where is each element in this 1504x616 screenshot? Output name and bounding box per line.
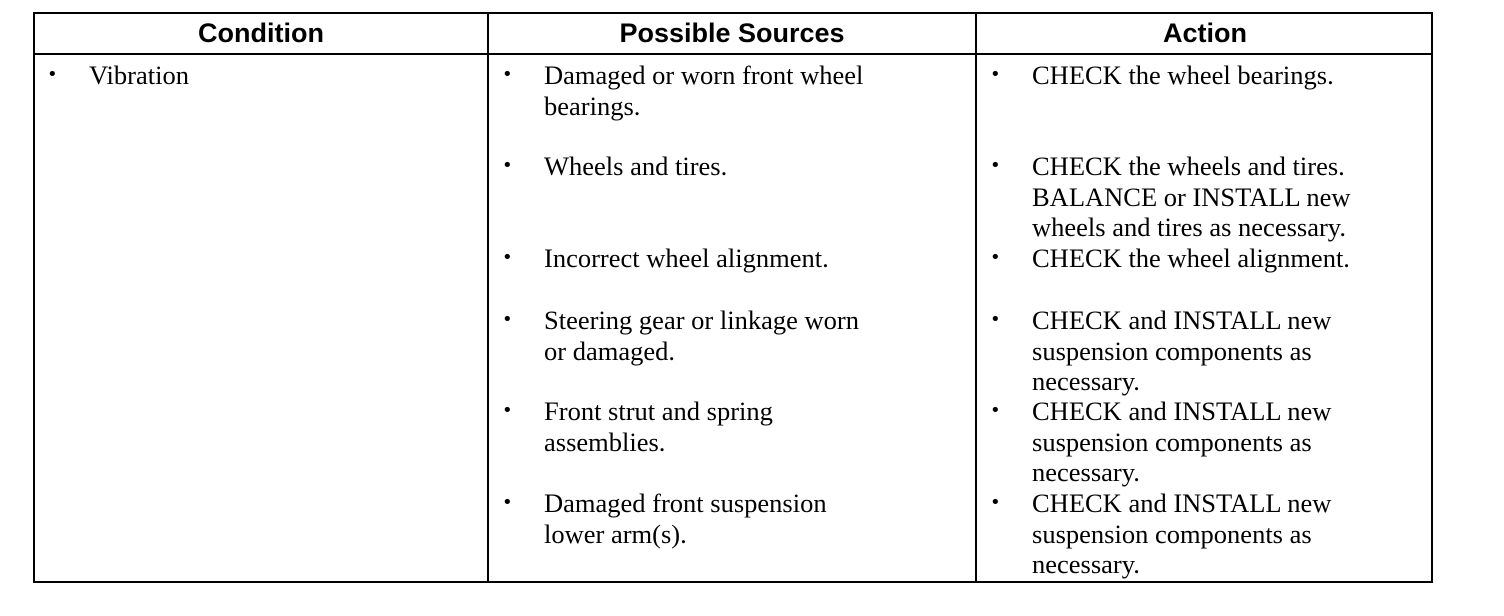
text-line: suspension components as (1032, 335, 1312, 366)
bullet: • (990, 64, 1001, 85)
bullet: • (502, 492, 513, 513)
source-text (544, 396, 773, 457)
text-line: Wheels and tires. (544, 151, 728, 181)
text-line: assemblies. (544, 426, 666, 457)
column-divider (975, 14, 977, 581)
table-header-row (35, 14, 1431, 55)
action-text (1032, 60, 1334, 91)
text-line: CHECK and INSTALL new (1032, 305, 1332, 335)
text-line: CHECK the wheel bearings. (1032, 60, 1334, 90)
text-line: Incorrect wheel alignment. (544, 243, 829, 273)
condition-text: Vibration (89, 60, 189, 90)
text-line: CHECK and INSTALL new (1032, 396, 1332, 426)
text-line: Damaged front suspension (544, 488, 827, 518)
text-line: Front strut and spring (544, 396, 773, 426)
action-text (1032, 305, 1331, 397)
text-line: or damaged. (544, 335, 675, 366)
bullet: • (990, 492, 1001, 513)
source-text (544, 243, 829, 274)
bullet: • (502, 155, 513, 176)
bullet: • (502, 309, 513, 330)
text-line: suspension components as (1032, 426, 1312, 457)
bullet: • (990, 155, 1001, 176)
source-text (544, 488, 827, 549)
text-line: necessary. (1032, 366, 1140, 396)
text-line: necessary. (1032, 457, 1140, 487)
text-line: CHECK and INSTALL new (1032, 488, 1332, 518)
text-line: Damaged or worn front wheel (544, 60, 864, 90)
bullet: • (502, 247, 513, 268)
text-line: CHECK the wheel alignment. (1032, 243, 1350, 273)
text-line: CHECK the wheels and tires. (1032, 151, 1345, 181)
action-text (1032, 243, 1350, 274)
bullet: • (502, 64, 513, 85)
text-line: suspension components as (1032, 518, 1312, 549)
text-line: necessary. (1032, 549, 1140, 579)
action-text (1032, 488, 1331, 580)
header-action: Action (1163, 18, 1247, 48)
action-text (1032, 396, 1331, 488)
text-line: Steering gear or linkage worn (544, 305, 859, 335)
text-line: BALANCE or INSTALL new (1032, 181, 1351, 212)
bullet: • (990, 400, 1001, 421)
bullet: • (990, 309, 1001, 330)
action-text (1032, 151, 1351, 243)
bullet: • (47, 64, 58, 85)
diagnosis-table (33, 12, 1433, 583)
text-line: wheels and tires as necessary. (1032, 212, 1346, 242)
bullet: • (990, 247, 1001, 268)
header-condition: Condition (198, 18, 324, 48)
header-possible-sources: Possible Sources (619, 18, 845, 48)
source-text (544, 305, 859, 366)
source-text (544, 60, 863, 121)
text-line: lower arm(s). (544, 518, 687, 549)
text-line: bearings. (544, 90, 641, 121)
source-text (544, 151, 727, 182)
bullet: • (502, 400, 513, 421)
column-divider (487, 14, 489, 581)
